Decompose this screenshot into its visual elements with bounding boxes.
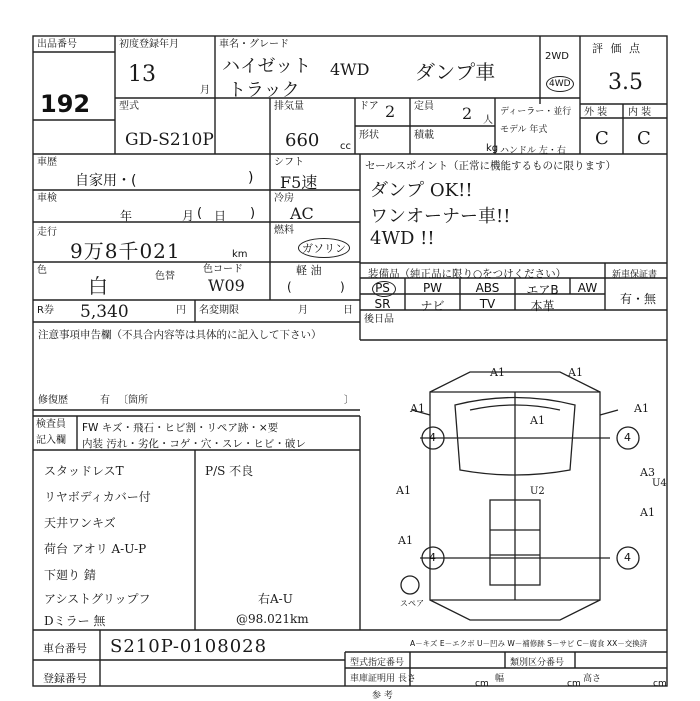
car-name: ハイゼット <box>222 56 312 77</box>
fuel-paren-open: ( <box>287 280 292 294</box>
shaken-month-unit: 月 <box>182 209 195 223</box>
interior-label: 内 装 <box>628 107 652 118</box>
first-reg-label: 初度登録年月 <box>119 39 179 50</box>
delivery-label: 後日品 <box>364 314 394 325</box>
mark-a1-right-rear: A1 <box>640 506 655 519</box>
equipment-title: 装備品（純正品に限り○をつけください） <box>368 268 567 280</box>
drive-2wd: 2WD <box>545 51 569 62</box>
sales-points-title: セールスポイント（正常に機能するものに限ります） <box>365 160 617 172</box>
car-grade: トラック <box>228 80 300 101</box>
remark-right-2: 右A-U <box>258 592 293 606</box>
history-label: 車歴 <box>37 157 57 168</box>
new-warranty-label: 新車保証書 <box>612 270 658 280</box>
fuel-diesel: 軽 油 <box>296 264 322 277</box>
height-label: 高さ <box>583 674 602 684</box>
mark-u2: U2 <box>530 486 545 497</box>
wheel-rear-left: 4 <box>429 551 436 564</box>
ac: AC <box>290 204 314 223</box>
yen-unit: 円 <box>176 305 186 316</box>
model-label: 型式 <box>119 101 139 112</box>
mark-a1-left-mirror: A1 <box>410 402 425 415</box>
mark-a1-right-mirror: A1 <box>634 402 649 415</box>
frame-label: 車台番号 <box>43 642 87 655</box>
shift-label: シフト <box>274 157 304 168</box>
ac-label: 冷房 <box>274 193 294 204</box>
color-label: 色 <box>37 265 47 276</box>
body-type: ダンプ車 <box>415 60 496 84</box>
nc-day-unit: 日 <box>343 305 353 316</box>
displacement-label: 排気量 <box>274 101 304 112</box>
wheel-rear-right: 4 <box>624 551 631 564</box>
equip-ps: PS <box>375 281 390 295</box>
inspector-label-1: 検査員 <box>36 419 66 430</box>
remark-line-1: スタッドレスT <box>44 464 124 478</box>
mark-a1-front-left: A1 <box>490 366 505 379</box>
remark-right-3: @98.021km <box>236 612 309 626</box>
mark-a1-left-rear: A1 <box>398 534 413 547</box>
mark-u4: U4 <box>652 478 667 489</box>
shaken-paren-open: ( <box>197 206 203 221</box>
color: 白 <box>88 274 108 298</box>
capacity: 2 <box>462 104 473 123</box>
width-label: 幅 <box>495 674 505 684</box>
frame-number: S210P-0108028 <box>110 636 268 657</box>
handle-label: ハンドル 左・右 <box>500 146 566 156</box>
mileage-label: 走行 <box>37 227 57 238</box>
score-label: 評 価 点 <box>592 42 642 55</box>
wheel-front-right: 4 <box>624 431 631 444</box>
color-code: W09 <box>208 276 245 295</box>
shaken-year-unit: 年 <box>120 209 133 223</box>
spare-label: スペア <box>400 599 424 608</box>
remark-right-1: P/S 不良 <box>205 464 254 478</box>
sales-point-2: ワンオーナー車!! <box>370 206 511 227</box>
notes-title: 注意事項申告欄（不具合内容等は具体的に記入して下さい） <box>38 329 322 341</box>
recycle-label: R券 <box>37 305 54 316</box>
cc-unit: cc <box>340 141 351 152</box>
mark-a3: A3 <box>640 466 655 479</box>
garage-cert-label: 車庫証明用 <box>350 674 396 684</box>
exterior-grade: C <box>595 128 609 149</box>
lot-number: 192 <box>40 90 91 118</box>
ref-1: 参 考 <box>372 691 393 701</box>
shift: F5速 <box>280 173 318 192</box>
equip-abs: ABS <box>475 281 500 295</box>
repair-label: 修復歴 <box>38 395 68 406</box>
inspector-row-1: FW キズ・飛石・ヒビ割・リペア跡・×要 <box>82 422 279 434</box>
mark-a1-roof: A1 <box>530 414 545 427</box>
equip-airbag: エアB <box>526 283 559 297</box>
sales-point-3: 4WD !! <box>370 228 435 249</box>
shaken-label: 車検 <box>37 193 57 204</box>
car-name-label: 車名・グレード <box>219 39 289 50</box>
model: GD-S210P <box>125 130 214 150</box>
mark-a1-front-right: A1 <box>568 366 583 379</box>
type-number-label: 型式指定番号 <box>350 658 405 668</box>
equip-sr: SR <box>374 297 391 311</box>
history-close: ) <box>248 170 254 186</box>
history-value: 自家用・( <box>75 173 137 189</box>
repair-value: 有 <box>100 395 110 406</box>
lot-label: 出品番号 <box>37 39 77 50</box>
name-change-label: 名変期限 <box>199 305 239 316</box>
equip-pw: PW <box>422 281 443 295</box>
reg-label: 登録番号 <box>43 672 87 685</box>
model-year-label: モデル 年式 <box>500 125 548 135</box>
repaint-label: 色替 <box>155 271 175 282</box>
mark-a1-left-side: A1 <box>396 484 411 497</box>
equip-aw: AW <box>577 281 598 295</box>
sales-point-1: ダンプ OK!! <box>370 180 473 201</box>
month-unit: 月 <box>200 85 210 96</box>
displacement: 660 <box>285 130 320 151</box>
height-cm: cm <box>653 679 667 689</box>
doors: 2 <box>385 102 396 121</box>
inspector-label-2: 記入欄 <box>36 435 66 446</box>
legend-text: A－キズ E－エクボ U－凹み W－補修跡 S－サビ C－腐食 XX－交換済 <box>410 639 648 648</box>
remark-line-6: アシストグリップフ <box>44 592 151 606</box>
kg-unit: kg <box>486 143 499 154</box>
drive-4wd-circled: 4WD <box>546 76 574 92</box>
color-code-label: 色コード <box>203 264 243 275</box>
persons-unit: 人 <box>483 115 493 126</box>
equip-navi: ナビ <box>420 299 445 313</box>
class-number-label: 類別区分番号 <box>510 658 565 668</box>
recycle-value: 5,340 <box>80 302 129 322</box>
remark-line-7: Dミラー 無 <box>44 614 106 628</box>
dealer-label: ディーラー・並行 <box>500 107 572 117</box>
repair-bracket-close: 〕 <box>344 395 354 406</box>
equip-leather: 本革 <box>530 299 555 313</box>
remark-line-5: 下廻り 錆 <box>44 568 96 582</box>
width-cm: cm <box>567 679 581 689</box>
interior-grade: C <box>637 128 651 149</box>
length-label: 長さ <box>398 674 417 684</box>
inspector-row-2: 内装 汚れ・劣化・コゲ・穴・スレ・ヒビ・破レ <box>82 438 306 450</box>
shaken-paren-close: ) <box>250 206 256 221</box>
remark-line-4: 荷台 アオリ A-U-P <box>44 542 147 556</box>
nc-month-unit: 月 <box>298 305 308 316</box>
fuel-gasoline-circled: ガソリン <box>298 238 350 258</box>
fuel-label: 燃料 <box>274 225 294 236</box>
load-label: 積載 <box>414 130 434 141</box>
shape-label: 形状 <box>359 130 379 141</box>
doors-label: ドア <box>359 101 379 112</box>
km-unit: km <box>232 249 248 260</box>
shaken-day-unit: 日 <box>214 209 227 223</box>
length-cm: cm <box>475 679 489 689</box>
wheel-front-left: 4 <box>429 431 436 444</box>
fuel-paren-close: ) <box>340 280 345 294</box>
remark-line-2: リヤボディカバー付 <box>44 490 151 504</box>
equip-tv: TV <box>479 297 496 311</box>
remark-line-3: 天井ワンキズ <box>44 516 116 530</box>
exterior-label: 外 装 <box>584 107 608 118</box>
first-reg-year: 13 <box>128 62 156 87</box>
mileage: 9万8千021 <box>70 239 181 263</box>
repair-bracket-open: 〔箇所 <box>118 395 148 406</box>
new-warranty-value: 有・無 <box>620 292 657 306</box>
score: 3.5 <box>608 70 643 95</box>
drive: 4WD <box>330 60 370 79</box>
capacity-label: 定員 <box>414 101 434 112</box>
